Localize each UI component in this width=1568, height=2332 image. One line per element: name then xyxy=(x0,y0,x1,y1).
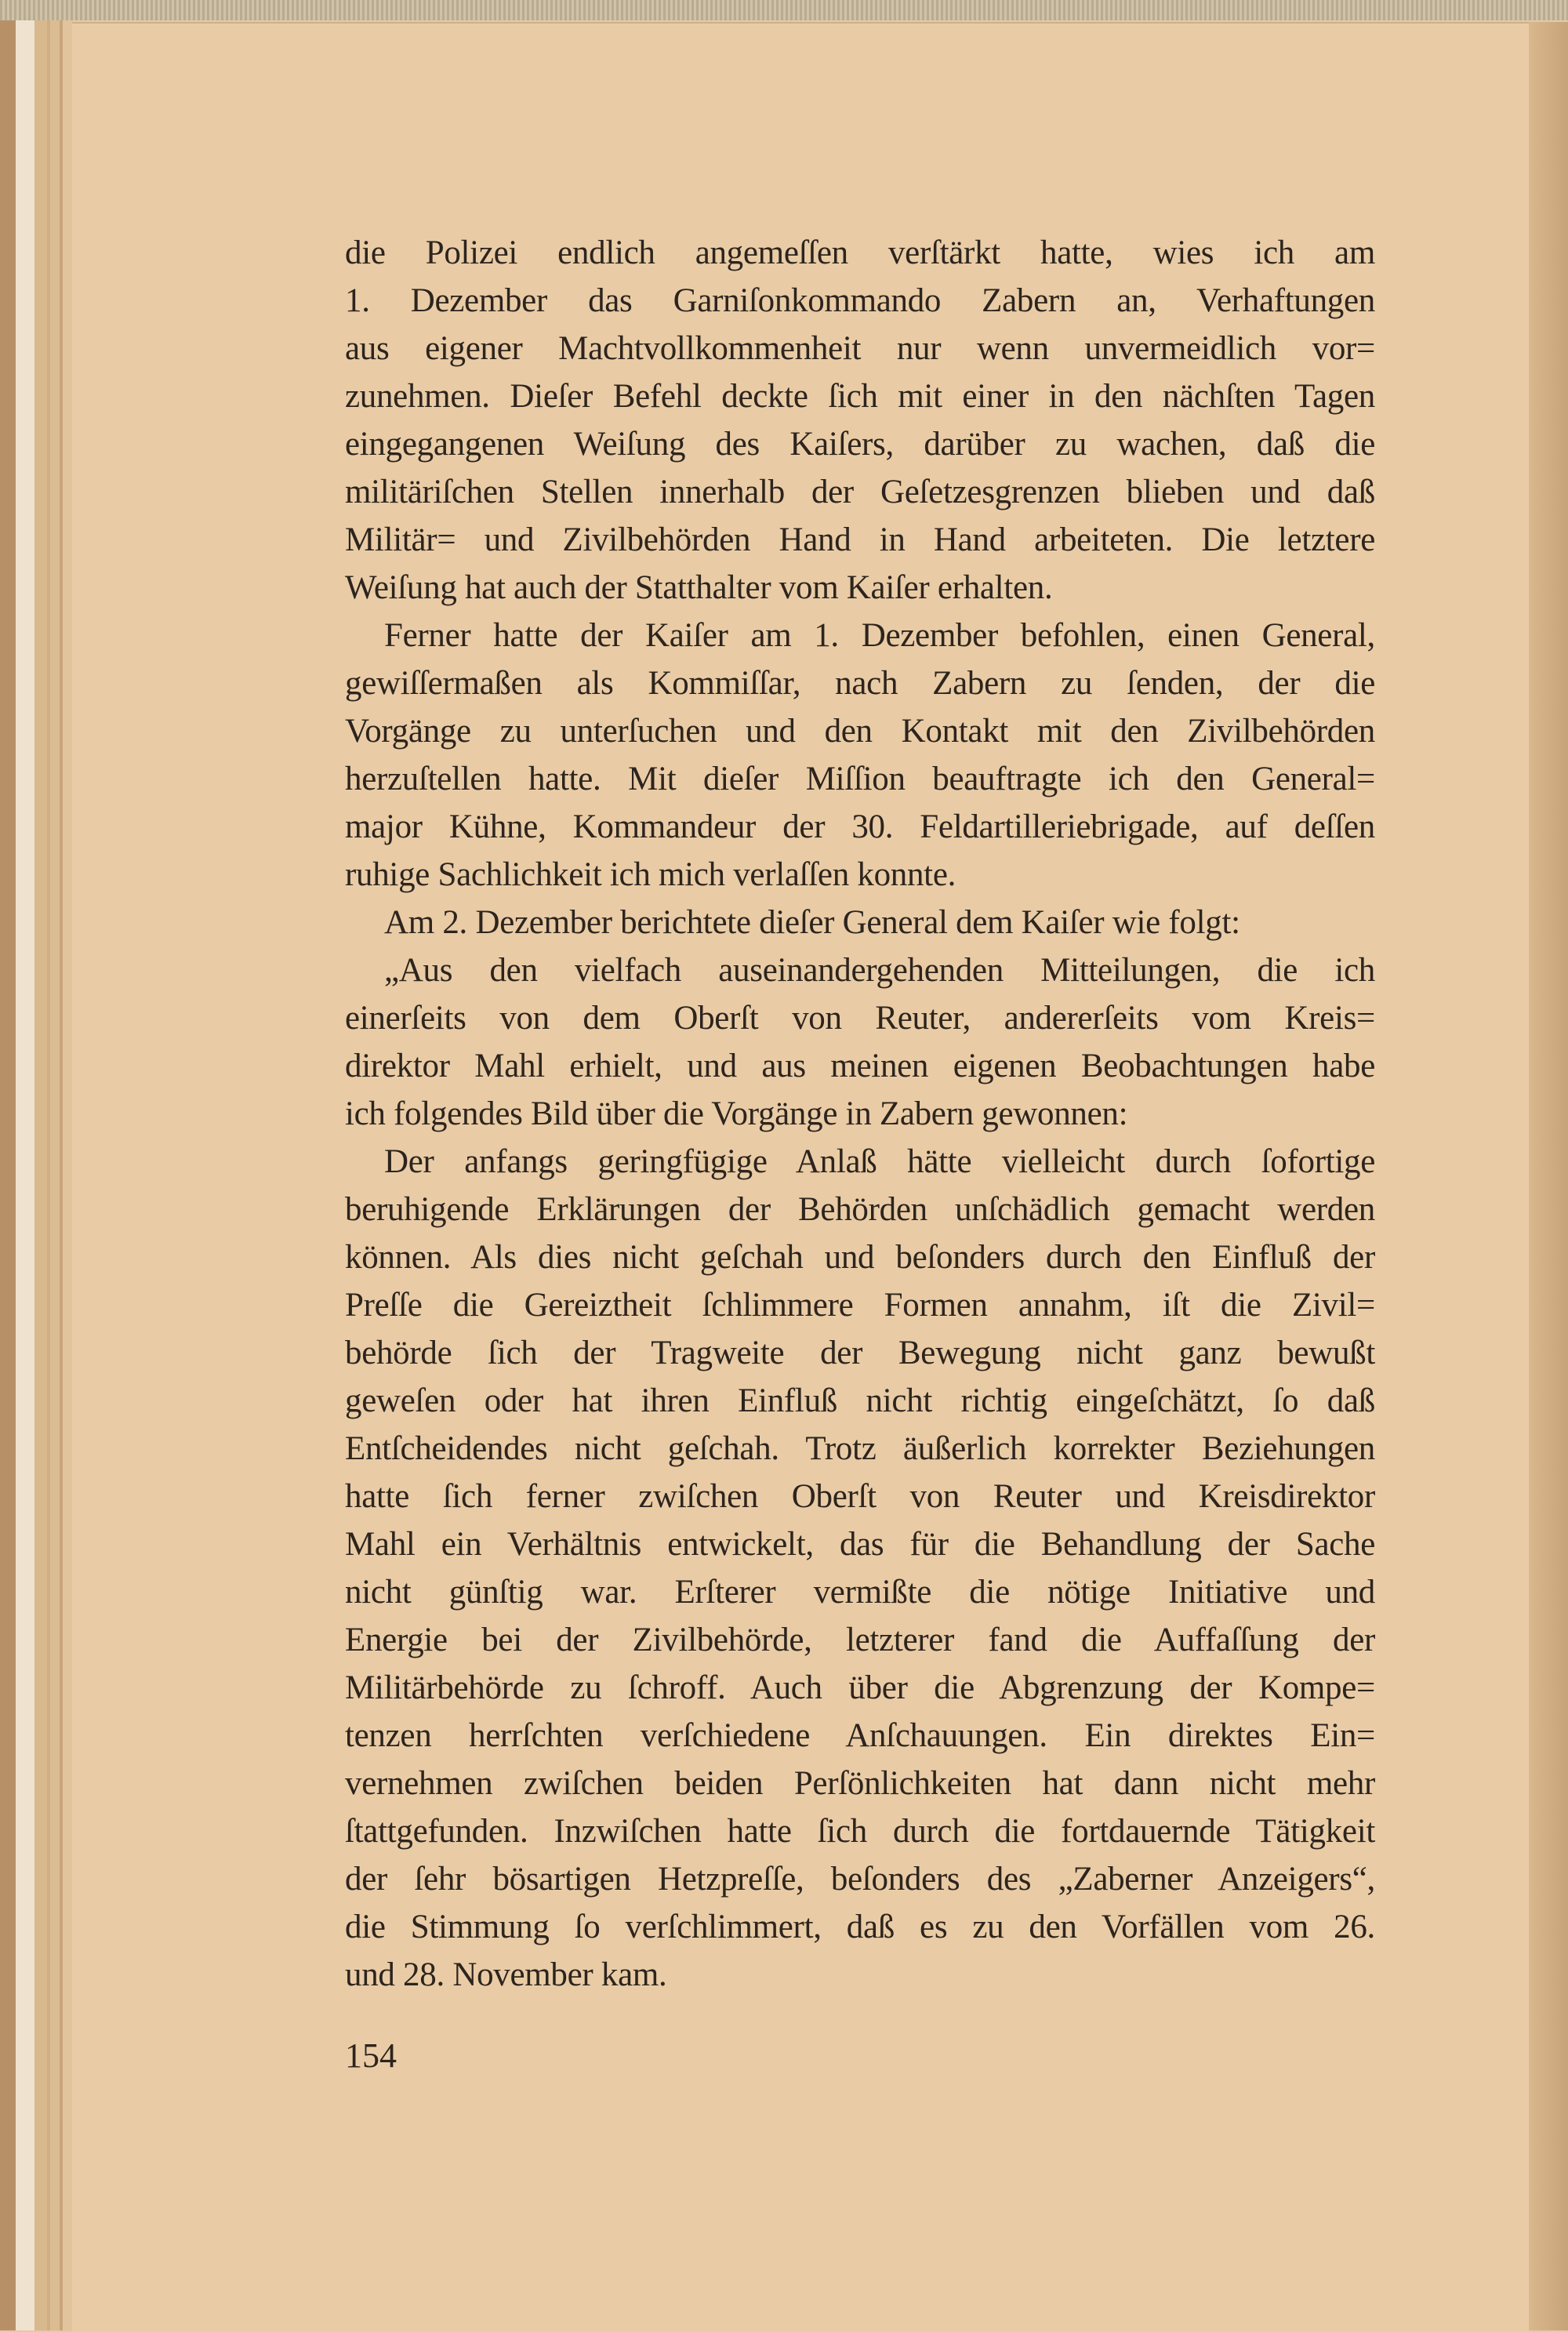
text-line: beruhigende Erklärungen der Behörden unſchädlich gemacht werden xyxy=(345,1191,1375,1228)
text-line: Energie bei der Zivilbehörde, letzterer fand die Auffaſſung der xyxy=(345,1622,1375,1658)
text-line: Am 2. Dezember berichtete dieſer General dem Kaiſer wie folgt: xyxy=(384,904,1240,941)
text-line: herzuſtellen hatte. Mit dieſer Miſſion beauftragte ich den General= xyxy=(345,761,1375,797)
book-top-edge xyxy=(0,0,1568,20)
text-line: Militär= und Zivilbehörden Hand in Hand arbeiteten. Die letztere xyxy=(345,521,1375,558)
page-right-edge xyxy=(1529,22,1568,2330)
text-line: Entſcheidendes nicht geſchah. Trotz äußerlich korrekter Beziehungen xyxy=(345,1430,1375,1467)
text-line: können. Als dies nicht geſchah und beſonders durch den Einfluß der xyxy=(345,1239,1375,1276)
text-line: major Kühne, Kommandeur der 30. Feldartilleriebrigade, auf deſſen xyxy=(345,808,1375,845)
text-line: Preſſe die Gereiztheit ſchlimmere Formen annahm, iſt die Zivil= xyxy=(345,1287,1375,1324)
text-line: Ferner hatte der Kaiſer am 1. Dezember befohlen, einen General, xyxy=(384,617,1375,654)
text-line: die Polizei endlich angemeſſen verſtärkt hatte, wies ich am xyxy=(345,234,1375,271)
text-line: direktor Mahl erhielt, und aus meinen eigenen Beobachtungen habe xyxy=(345,1048,1375,1084)
text-line: vernehmen zwiſchen beiden Perſönlichkeiten hat dann nicht mehr xyxy=(345,1765,1375,1802)
text-line: 1. Dezember das Garniſonkommando Zabern an, Verhaftungen xyxy=(345,282,1375,319)
text-line: hatte ſich ferner zwiſchen Oberſt von Reuter und Kreisdirektor xyxy=(345,1478,1375,1515)
text-line: behörde ſich der Tragweite der Bewegung nicht ganz bewußt xyxy=(345,1335,1375,1371)
text-line: ruhige Sachlichkeit ich mich verlaſſen konnte. xyxy=(345,856,956,893)
paragraph xyxy=(345,899,1375,946)
text-line: aus eigener Machtvollkommenheit nur wenn unvermeidlich vor= xyxy=(345,330,1375,367)
text-line: die Stimmung ſo verſchlimmert, daß es zu den Vorfällen vom 26. xyxy=(345,1909,1375,1945)
text-line: „Aus den vielfach auseinandergehenden Mitteilungen, die ich xyxy=(384,952,1375,989)
text-line: Weiſung hat auch der Statthalter vom Kaiſer erhalten. xyxy=(345,569,1053,606)
text-line: und 28. November kam. xyxy=(345,1956,667,1993)
page-number: 154 xyxy=(345,2036,397,2075)
text-line: Vorgänge zu unterſuchen und den Kontakt mit den Zivilbehörden xyxy=(345,713,1375,750)
text-line: Mahl ein Verhältnis entwickelt, das für die Behandlung der Sache xyxy=(345,1526,1375,1563)
text-line: geweſen oder hat ihren Einfluß nicht richtig eingeſchätzt, ſo daß xyxy=(345,1382,1375,1419)
text-line: Der anfangs geringfügige Anlaß hätte vielleicht durch ſofortige xyxy=(384,1143,1375,1180)
text-line: militäriſchen Stellen innerhalb der Geſetzesgrenzen blieben und daß xyxy=(345,474,1375,510)
text-line: der ſehr bösartigen Hetzpreſſe, beſonders des „Zaberner Anzeigers“, xyxy=(345,1861,1375,1898)
text-line: einerſeits von dem Oberſt von Reuter, andererſeits vom Kreis= xyxy=(345,1000,1375,1037)
text-line: gewiſſermaßen als Kommiſſar, nach Zabern zu ſenden, der die xyxy=(345,665,1375,702)
text-line: ſtattgefunden. Inzwiſchen hatte ſich durch die fortdauernde Tätigkeit xyxy=(345,1813,1375,1850)
text-line: tenzen herrſchten verſchiedene Anſchauungen. Ein direktes Ein= xyxy=(345,1717,1375,1754)
text-line: zunehmen. Dieſer Befehl deckte ſich mit einer in den nächſten Tagen xyxy=(345,378,1375,415)
body-text xyxy=(345,229,1375,1999)
paragraph xyxy=(345,612,1375,899)
paragraph xyxy=(345,1138,1375,1999)
text-line: ich folgendes Bild über die Vorgänge in Zabern gewonnen: xyxy=(345,1095,1128,1132)
book-binding-edge xyxy=(0,20,72,2330)
text-line: eingegangenen Weiſung des Kaiſers, darüber zu wachen, daß die xyxy=(345,426,1375,463)
text-line: Militärbehörde zu ſchroff. Auch über die Abgrenzung der Kompe= xyxy=(345,1669,1375,1706)
paragraph xyxy=(345,946,1375,1138)
paragraph xyxy=(345,229,1375,612)
text-line: nicht günſtig war. Erſterer vermißte die nötige Initiative und xyxy=(345,1574,1375,1611)
